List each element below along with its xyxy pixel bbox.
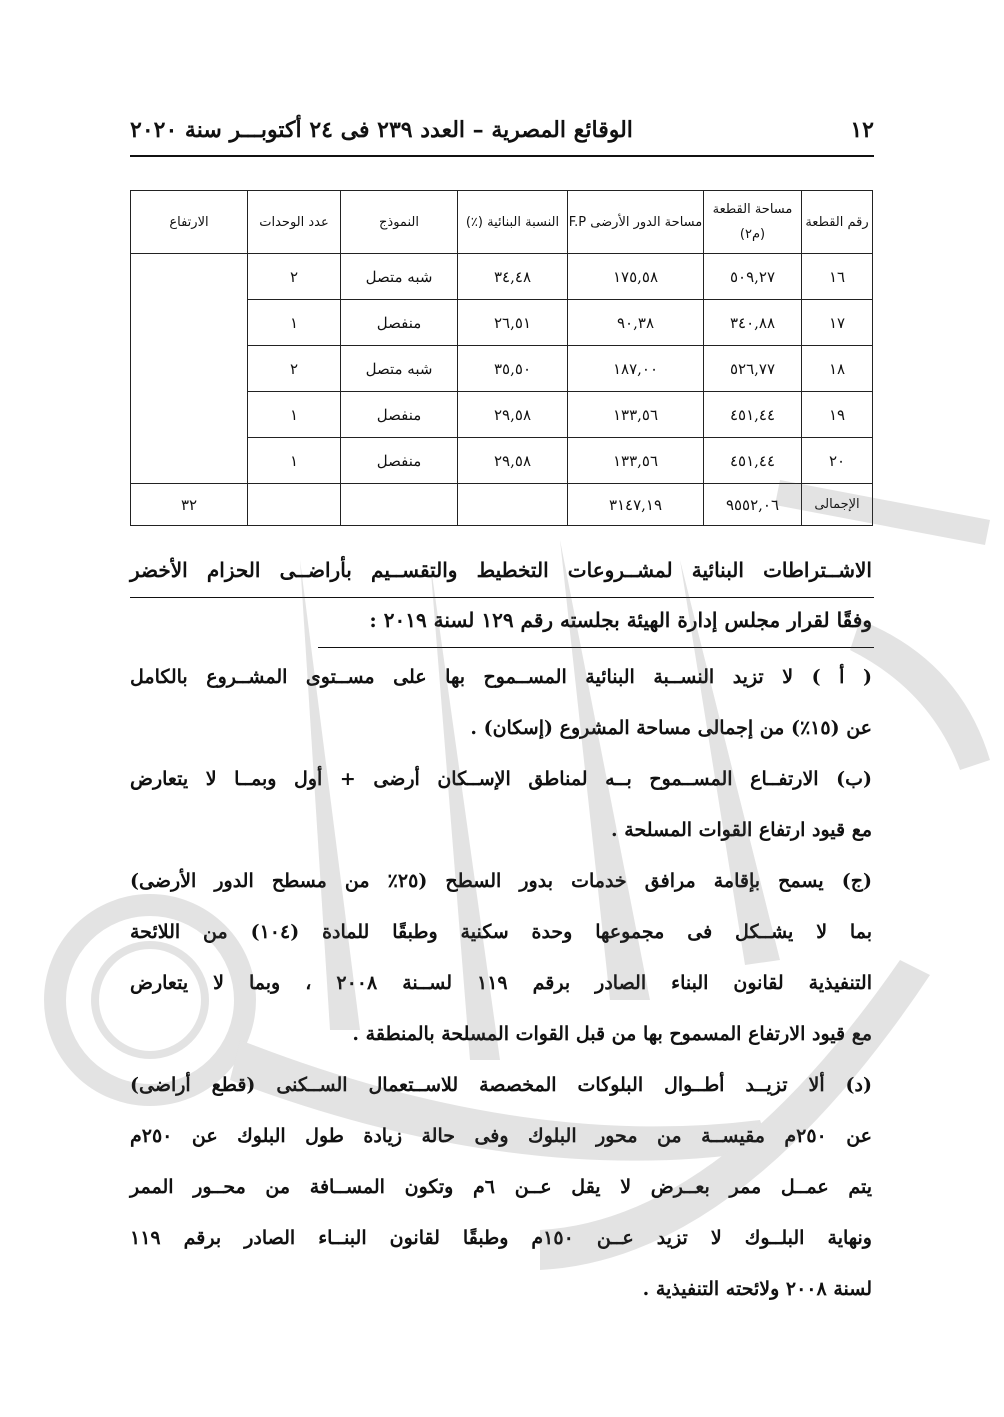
clause-d-line-5: لسنة ٢٠٠٨ ولائحته التنفيذية . (642, 1278, 872, 1300)
cell-ground-floor-area: ١٣٣,٥٦ (568, 392, 704, 438)
cell-plot-area: ٥٢٦,٧٧ (704, 346, 802, 392)
clause-c-line-4: مع قيود الارتفاع المسموح بها من قبل القوات المسلحة بالمنطقة . (352, 1023, 872, 1045)
clause-c-line-2: بما لا يشــكل فى مجموعها وحدة سكنية وطبقًا للمادة (١٠٤) من اللائحة (130, 921, 872, 943)
cell-ground-floor-area: ٩٠,٣٨ (568, 300, 704, 346)
col-header-model: النموذج (341, 191, 458, 254)
cell-building-ratio: ٢٩,٥٨ (458, 392, 568, 438)
table-total-row (131, 484, 873, 526)
cell-total-ground-floor-area: ٣١٤٧,١٩ (568, 484, 704, 526)
cell-ground-floor-area: ١٧٥,٥٨ (568, 254, 704, 300)
cell-total-height: ٣٢ (131, 484, 248, 526)
header-rule (130, 155, 874, 157)
cell-units: ٢ (248, 254, 341, 300)
cell-units: ١ (248, 438, 341, 484)
clause-d-line-1: (د) ألا تزيــد أطــوال البلوكات المخصصة للاســتعمال الســكنى (قطع أراضى) (130, 1074, 872, 1096)
clause-b-line-2: مع قيود ارتفاع القوات المسلحة . (611, 819, 872, 841)
cell-plot-area: ٤٥١,٤٤ (704, 392, 802, 438)
cell-plot-no: ١٧ (802, 300, 873, 346)
cell-plot-no: ٢٠ (802, 438, 873, 484)
page-number: ١٢ (850, 117, 874, 143)
col-header-building-ratio: النسبة البنائية (٪) (458, 191, 568, 254)
clause-b-line-1: (ب) الارتفــاع المســموح بــه لمناطق الإســكان أرضى + أول وبمــا لا يتعارض (130, 768, 872, 790)
cell-units: ٢ (248, 346, 341, 392)
cell-total-units (248, 484, 341, 526)
cell-model: منفصل (341, 392, 458, 438)
cell-plot-no: ١٩ (802, 392, 873, 438)
cell-model: شبه متصل (341, 346, 458, 392)
cell-building-ratio: ٢٩,٥٨ (458, 438, 568, 484)
col-header-plot-no: رقم القطعة (802, 191, 873, 254)
clause-a-line-2: عن (١٥٪) من إجمالى مساحة المشروع (إسكان) . (470, 717, 872, 739)
cell-building-ratio: ٢٦,٥١ (458, 300, 568, 346)
cell-units: ١ (248, 392, 341, 438)
header-title: الوقائع المصرية – العدد ٢٣٩ فى ٢٤ أكتوبـــر سنة ٢٠٢٠ (130, 117, 633, 143)
col-header-ground-floor-area: مساحة الدور الأرضى F.P (568, 191, 704, 254)
cell-model: منفصل (341, 300, 458, 346)
col-header-height: الارتفاع (131, 191, 248, 254)
cell-plot-area: ٤٥١,٤٤ (704, 438, 802, 484)
cell-total-label: الإجمالى (802, 484, 873, 526)
plots-table (130, 190, 873, 526)
cell-total-model (341, 484, 458, 526)
table-row (131, 254, 873, 300)
cell-plot-no: ١٨ (802, 346, 873, 392)
clause-a-line-1: ( أ ) لا تزيد النســبة البنائية المســموح بها على مســتوى المشــروع بالكامل (130, 666, 872, 688)
clause-c-line-1: (ج) يسمح بإقامة مرافق خدمات بدور السطح (٢٥٪ من مسطح الدور الأرضى) (130, 870, 872, 892)
running-header (130, 110, 874, 150)
clause-d-line-3: يتم عمــل ممر بعــرض لا يقل عــن ٦م وتكون المســافة من محــور الممر (130, 1176, 873, 1198)
cell-plot-no: ١٦ (802, 254, 873, 300)
cell-model: منفصل (341, 438, 458, 484)
cell-total-building-ratio (458, 484, 568, 526)
cell-ground-floor-area: ١٨٧,٠٠ (568, 346, 704, 392)
section-heading-line-2: وفقًا لقرار مجلس إدارة الهيئة بجلسته رقم ١٢٩ لسنة ٢٠١٩ : (369, 608, 872, 632)
heading-underline-2 (318, 647, 874, 648)
cell-plot-area: ٥٠٩,٢٧ (704, 254, 802, 300)
cell-building-ratio: ٣٥,٥٠ (458, 346, 568, 392)
clause-c-line-3: التنفيذية لقانون البناء الصادر برقم ١١٩ لســنة ٢٠٠٨ ، وبما لا يتعارض (130, 972, 872, 994)
cell-units: ١ (248, 300, 341, 346)
clause-d-line-4: ونهاية البلــوك لا تزيد عــن ١٥٠م وطبقًا لقانون البنــاء الصادر برقم ١١٩ (130, 1227, 872, 1249)
col-header-units: عدد الوحدات (248, 191, 341, 254)
cell-building-ratio: ٣٤,٤٨ (458, 254, 568, 300)
cell-total-plot-area: ٩٥٥٢,٠٦ (704, 484, 802, 526)
clause-d-line-2: عن ٢٥٠م مقيســة من محور البلوك وفى حالة زيادة طول البلوك عن ٢٥٠م (130, 1125, 873, 1147)
section-heading-line-1: الاشــتراطات البنائية لمشــروعات التخطيط والتقســيم بأراضــى الحزام الأخضر (130, 558, 872, 582)
col-header-plot-area: مساحة القطعة (م٢) (704, 191, 802, 254)
cell-plot-area: ٣٤٠,٨٨ (704, 300, 802, 346)
cell-model: شبه متصل (341, 254, 458, 300)
heading-underline-1 (130, 597, 874, 598)
cell-ground-floor-area: ١٣٣,٥٦ (568, 438, 704, 484)
table-header-row (131, 191, 873, 254)
cell-height-merged (131, 254, 248, 484)
